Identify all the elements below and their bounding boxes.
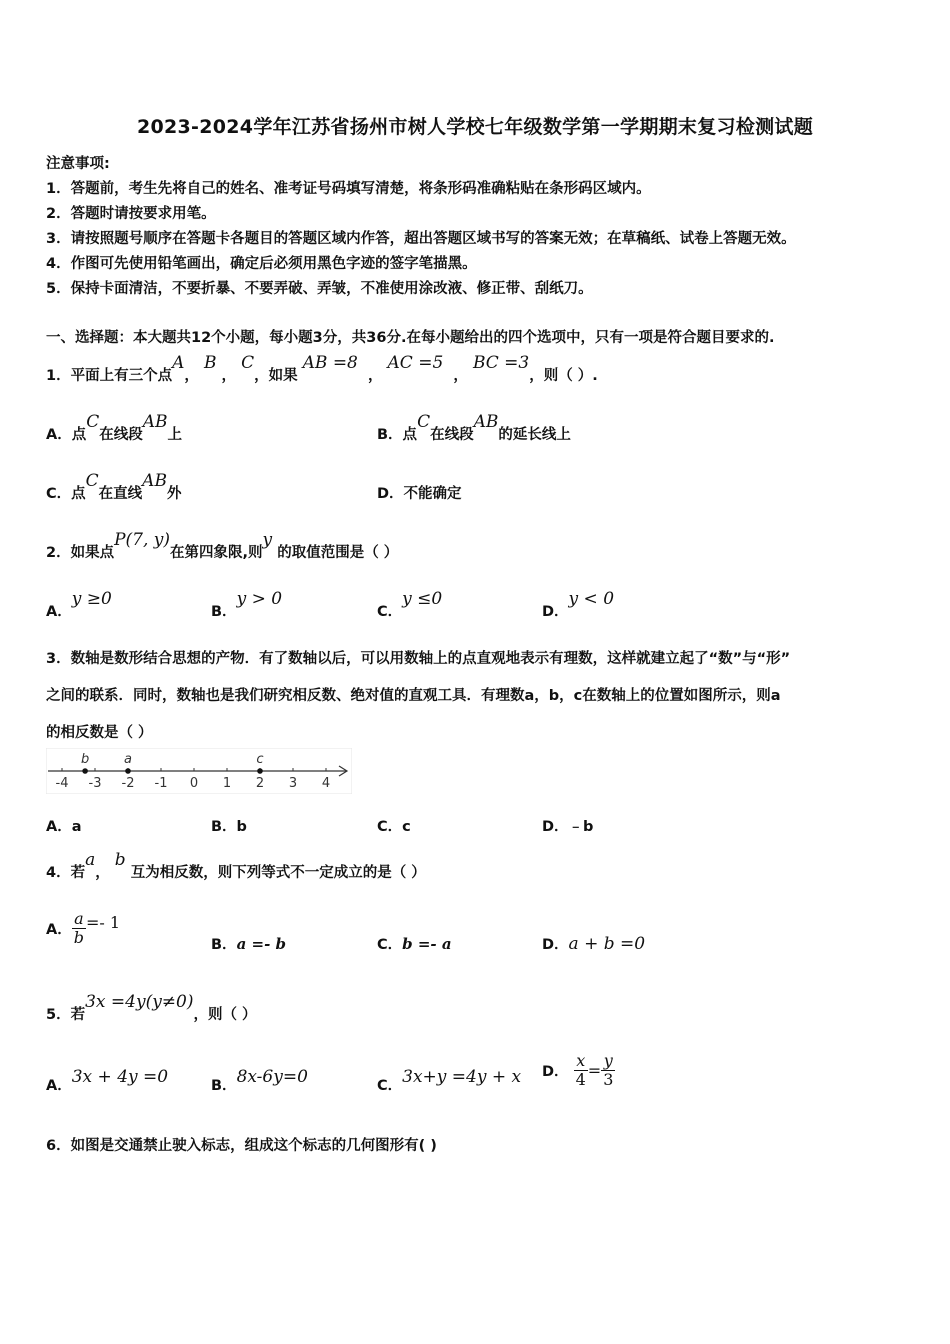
option-label: D． bbox=[542, 1064, 569, 1080]
axis-tick-label: 2 bbox=[255, 776, 265, 791]
option-expr: 3x+y =4y + x bbox=[402, 1067, 522, 1087]
q1-option-a[interactable] bbox=[46, 412, 183, 444]
q1-point-a: A bbox=[172, 353, 185, 373]
q5-text: ，则（ ） bbox=[193, 1007, 257, 1023]
point-c bbox=[257, 768, 263, 774]
fraction bbox=[601, 1052, 615, 1089]
axis-tick-label: 4 bbox=[321, 776, 331, 791]
math-c: C bbox=[417, 412, 431, 432]
point-a bbox=[125, 768, 131, 774]
point-label-b: b bbox=[80, 752, 90, 767]
notice-heading: 注意事项: bbox=[46, 156, 110, 172]
page-title: 2023-2024学年江苏省扬州市树人学校七年级数学第一学期期末复习检测试题 bbox=[136, 116, 814, 138]
option-label: C． bbox=[377, 1078, 403, 1094]
q5-option-d[interactable] bbox=[542, 1052, 615, 1089]
option-expr: y < 0 bbox=[568, 589, 615, 609]
option-text: 在直线 bbox=[98, 486, 143, 502]
option-text: 上 bbox=[167, 427, 183, 443]
q2-var-y: y bbox=[262, 530, 273, 550]
fraction-denominator: 3 bbox=[603, 1070, 614, 1089]
option-expr: y ≤0 bbox=[402, 589, 443, 609]
q1-option-b[interactable] bbox=[377, 412, 571, 444]
axis-tick-label: -3 bbox=[88, 776, 102, 791]
fraction-denominator: b bbox=[73, 928, 84, 947]
q2-text: 2．如果点 bbox=[46, 545, 115, 561]
question-1: 1．平面上有三个点A， B ， C，如果 AB =8 ， AC =5 ， BC =3，则（ ）. bbox=[46, 353, 598, 384]
q4-var-a: a bbox=[85, 850, 96, 870]
notice-item: 2．答题时请按要求用笔。 bbox=[46, 206, 216, 222]
option-expr: y > 0 bbox=[236, 589, 283, 609]
fraction-numerator: a bbox=[72, 910, 86, 929]
number-line-figure bbox=[46, 748, 352, 794]
q4-option-d[interactable] bbox=[542, 933, 645, 954]
point-label-a: a bbox=[124, 752, 132, 767]
point-b bbox=[82, 768, 88, 774]
option-label: C．点 bbox=[46, 486, 86, 502]
option-expr: 3x + 4y =0 bbox=[71, 1067, 169, 1087]
option-label: D． bbox=[542, 604, 569, 620]
q2-text: 的取值范围是（ ） bbox=[277, 545, 399, 561]
q1-eq-bc: BC =3 bbox=[472, 353, 530, 373]
q1-option-c[interactable] bbox=[46, 471, 182, 503]
axis-tick-label: 0 bbox=[189, 776, 199, 791]
q5-option-b[interactable] bbox=[211, 1067, 308, 1095]
q2-point: P(7, y) bbox=[114, 530, 171, 550]
axis-tick-label: -1 bbox=[154, 776, 168, 791]
q4-var-b: b bbox=[114, 850, 126, 870]
question-3-line: 3．数轴是数形结合思想的产物．有了数轴以后，可以用数轴上的点直观地表示有理数，这样就建立起了“数”与“形” bbox=[46, 651, 791, 667]
q3-option-d[interactable]: D．﹣b bbox=[542, 819, 594, 835]
q5-option-a[interactable] bbox=[46, 1067, 169, 1095]
point-label-c: c bbox=[256, 752, 264, 767]
q4-option-a[interactable] bbox=[46, 910, 120, 947]
q1-option-d[interactable] bbox=[377, 482, 462, 503]
option-label: A． bbox=[46, 922, 72, 938]
question-6: 6．如图是交通禁止驶入标志，组成这个标志的几何图形有( ) bbox=[46, 1138, 437, 1154]
q1-point-b: B bbox=[203, 353, 217, 373]
axis-tick-label: 1 bbox=[222, 776, 232, 791]
question-3-line: 之间的联系．同时，数轴也是我们研究相反数、绝对值的直观工具．有理数a，b，c在数轴上的位置如图所示，则a bbox=[46, 688, 781, 704]
q1-text: 1．平面上有三个点 bbox=[46, 368, 173, 384]
q4-sep: ， bbox=[95, 865, 110, 881]
q2-option-c[interactable] bbox=[377, 589, 443, 621]
option-label: C． bbox=[377, 604, 403, 620]
math-ab: AB bbox=[142, 471, 167, 491]
option-expr: a =- b bbox=[236, 935, 287, 953]
q1-sep: ， bbox=[221, 368, 236, 384]
fraction bbox=[72, 910, 86, 947]
question-2 bbox=[46, 530, 399, 562]
math-c: C bbox=[85, 471, 99, 491]
section-heading: 一、选择题：本大题共12个小题，每小题3分，共36分.在每小题给出的四个选项中，只有一项是符合题目要求的. bbox=[46, 330, 775, 346]
option-text: 的延长线上 bbox=[498, 427, 571, 443]
notice-item: 5．保持卡面清洁，不要折暴、不要弄破、弄皱，不准使用涂改液、修正带、刮纸刀。 bbox=[46, 281, 593, 297]
q3-option-b[interactable]: B．b bbox=[211, 819, 247, 835]
q2-option-a[interactable] bbox=[46, 589, 112, 621]
math-ab: AB bbox=[473, 412, 499, 432]
q2-option-b[interactable] bbox=[211, 589, 283, 621]
math-c: C bbox=[86, 412, 100, 432]
q2-text: 在第四象限,则 bbox=[170, 545, 263, 561]
q3-option-c[interactable]: C．c bbox=[377, 819, 411, 835]
option-expr: a + b =0 bbox=[568, 934, 646, 954]
axis-tick-label: 3 bbox=[288, 776, 298, 791]
fraction-numerator: x bbox=[574, 1052, 588, 1071]
option-label: A．点 bbox=[46, 427, 87, 443]
q1-eq-ac: AC =5 bbox=[387, 353, 444, 373]
option-expr: =- 1 bbox=[85, 913, 121, 932]
option-text: 外 bbox=[166, 486, 182, 502]
option-expr: y ≥0 bbox=[71, 589, 112, 609]
option-label: B． bbox=[211, 604, 237, 620]
q4-option-c[interactable] bbox=[377, 933, 452, 954]
q4-text: 互为相反数，则下列等式不一定成立的是（ ） bbox=[130, 865, 426, 881]
q1-text: ，如果 bbox=[254, 368, 298, 384]
axis-tick-label: -2 bbox=[121, 776, 135, 791]
question-4 bbox=[46, 850, 426, 882]
axis-tick-label: -4 bbox=[55, 776, 69, 791]
option-label: D．不能确定 bbox=[377, 486, 462, 502]
math-ab: AB bbox=[142, 412, 168, 432]
option-expr: 8x-6y=0 bbox=[236, 1067, 308, 1087]
q3-option-a[interactable]: A．a bbox=[46, 819, 82, 835]
q5-text: 5．若 bbox=[46, 1007, 86, 1023]
option-expr: b =- a bbox=[402, 935, 452, 953]
option-label: D． bbox=[542, 937, 569, 953]
option-label: C． bbox=[377, 937, 403, 953]
q5-option-c[interactable] bbox=[377, 1067, 522, 1095]
q2-option-d[interactable] bbox=[542, 589, 615, 621]
q1-sep: ， bbox=[184, 368, 199, 384]
fraction bbox=[574, 1052, 588, 1089]
fraction-numerator: y bbox=[601, 1052, 615, 1071]
fraction-denominator: 4 bbox=[575, 1070, 586, 1089]
option-label: A． bbox=[46, 604, 72, 620]
option-label: A． bbox=[46, 1078, 72, 1094]
q1-eq-ab: AB =8 bbox=[302, 353, 358, 373]
notice-item: 4．作图可先使用铅笔画出，确定后必须用黑色字迹的签字笔描黑。 bbox=[46, 256, 477, 272]
notice-item: 1．答题前，考生先将自己的姓名、准考证号码填写清楚，将条形码准确粘贴在条形码区域内。 bbox=[46, 181, 651, 197]
q1-point-c: C bbox=[241, 353, 255, 373]
q5-condition: 3x =4y(y≠0) bbox=[85, 992, 194, 1012]
option-label: B． bbox=[211, 1078, 237, 1094]
option-label: B．点 bbox=[377, 427, 418, 443]
q4-text: 4．若 bbox=[46, 865, 86, 881]
equals-sign: = bbox=[587, 1061, 602, 1080]
question-5 bbox=[46, 992, 257, 1024]
question-3-line: 的相反数是（ ） bbox=[46, 725, 153, 741]
notice-item: 3．请按照题号顺序在答题卡各题目的答题区域内作答，超出答题区域书写的答案无效；在草稿纸、试卷上答题无效。 bbox=[46, 231, 796, 247]
option-text: 在线段 bbox=[99, 427, 143, 443]
q4-option-b[interactable] bbox=[211, 933, 286, 954]
option-label: B． bbox=[211, 937, 237, 953]
q1-text: ，则（ ）. bbox=[529, 368, 598, 384]
option-text: 在线段 bbox=[430, 427, 474, 443]
